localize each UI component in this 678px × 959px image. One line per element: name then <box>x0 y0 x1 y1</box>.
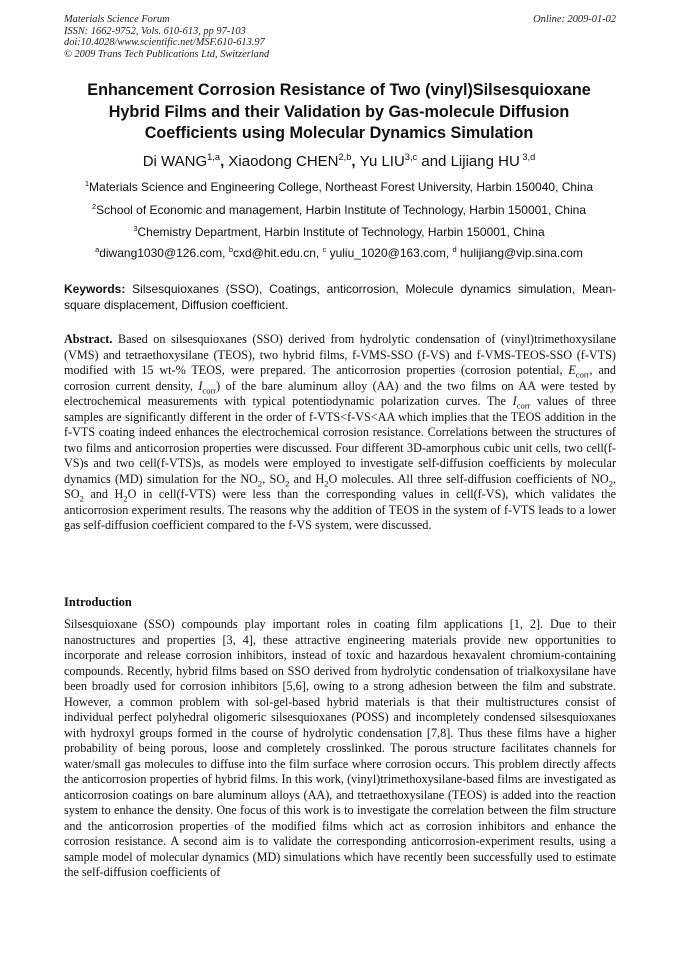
chem-subscript: 2 <box>79 493 84 504</box>
abstract-text: and H <box>83 487 124 501</box>
ecorr-subscript: corr <box>575 369 590 380</box>
chem-subscript: 2 <box>324 477 329 488</box>
email-marker: d <box>452 245 457 254</box>
icorr-subscript: corr <box>202 384 217 395</box>
doi-line: doi:10.4028/www.scientific.net/MSF.610-613.97 <box>64 37 265 49</box>
chem-subscript: 2 <box>285 477 290 488</box>
affiliation-text: School of Economic and management, Harbin Institute of Technology, Harbin 150001, China <box>96 203 586 217</box>
keywords <box>64 282 616 313</box>
author-name: Di WANG <box>142 153 208 170</box>
email-address: yuliu_1020@163.com, <box>326 246 453 260</box>
ecorr-symbol: E <box>568 363 576 377</box>
abstract-text: values of three samples are significantly different in the order of f-VTS<f-VS<AA which implies that the TEOS addition in the f-VTS coating indeed enhances the electrochemical corrosion resistance. Correlations between the structures of two films and anticorrosion properties were discussed. Four different 3D-amorphous cubic unit cells, two cell(f-VS)s and two cell(f-VTS)s, as models were employed to investigate self-diffusion coefficients by molecular dynamics (MD) simulation for the NO <box>64 394 616 486</box>
email-address: hulijiang@vip.sina.com <box>456 246 583 260</box>
abstract-text: O molecules. All three self-diffusion coefficients of NO <box>328 471 609 486</box>
icorr-subscript: corr <box>516 400 531 411</box>
keywords-label: Keywords: <box>64 282 126 296</box>
affiliation-3 <box>40 225 638 239</box>
abstract-text: , and corrosion current density, <box>64 363 616 393</box>
author-name: Lijiang HU <box>450 153 520 170</box>
abstract-text: Based on silsesquioxanes (SSO) derived from hydrolytic condensation of (vinyl)trimethoxysilane (VMS) and tetraethoxysilane (TEOS), two hybrid films, f-VMS-SSO (f-VS) and f-VMS-TEOS-SSO (f-VTS) modified with 15 wt-% TEOS, were prepared. The anticorrosion properties (corrosion potential, <box>64 332 616 377</box>
author-separator: , <box>220 153 229 170</box>
author-superscript: 3,c <box>404 152 418 162</box>
title-line-2: Hybrid Films and their Validation by Gas-molecule Diffusion <box>108 102 570 121</box>
abstract-text: ) of the bare aluminum alloy (AA) and the two films on AA were tested by electrochemical measurements with typical potentiodynamic polarization curves. The <box>64 378 616 408</box>
affiliation-1 <box>40 180 638 194</box>
abstract-text: O in cell(f-VTS) were less than the corresponding values in cell(f-VS), which validates the anticorrosion experiment results. The reasons why the addition of TEOS in the system of f-VTS leads to a lower gas self-diffusion coefficient compared to the f-VS system, were discussed. <box>64 487 616 532</box>
affiliation-text: Chemistry Department, Harbin Institute of Technology, Harbin 150001, China <box>137 225 545 239</box>
author-superscript: 3,d <box>519 152 536 162</box>
affiliation-text: Materials Science and Engineering College, Northeast Forest University, Harbin 150040, China <box>89 180 594 194</box>
journal-name: Materials Science Forum <box>64 14 170 25</box>
affiliation-marker: 2 <box>92 202 97 211</box>
author-list <box>40 153 638 171</box>
abstract-text: , SO <box>64 471 616 501</box>
icorr-symbol: I <box>198 378 203 393</box>
author-superscript: 2,b <box>338 152 352 162</box>
author-separator: and <box>417 153 451 170</box>
affiliation-marker: 1 <box>84 179 90 188</box>
icorr-symbol: I <box>512 394 517 408</box>
issn-line: ISSN: 1662-9752, Vols. 610-613, pp 97-103 <box>64 25 246 37</box>
chem-subscript: 2 <box>608 477 613 488</box>
copyright-line: © 2009 Trans Tech Publications Ltd, Switzerland <box>64 48 270 60</box>
paper-title <box>56 80 622 145</box>
journal-header <box>64 14 616 60</box>
email-marker: c <box>322 245 327 254</box>
chem-subscript: 2 <box>257 477 263 488</box>
abstract-text: and H <box>289 471 325 486</box>
email-address: diwang1030@126.com, <box>99 246 229 260</box>
abstract <box>64 332 616 534</box>
affiliation-marker: 3 <box>133 224 138 233</box>
keywords-text: Silsesquioxanes (SSO), Coatings, anticorrosion, Molecule dynamics simulation, Mean-square displacement, Diffusion coefficient. <box>64 282 616 312</box>
email-address: cxd@hit.edu.cn, <box>232 246 323 260</box>
author-name: Xiaodong CHEN <box>228 153 339 170</box>
chem-subscript: 2 <box>123 493 128 504</box>
email-list <box>40 246 638 260</box>
email-marker: a <box>95 245 100 254</box>
title-line-3: Coefficients using Molecular Dynamics Simulation <box>144 124 534 142</box>
affiliation-2 <box>40 203 638 217</box>
author-separator: , <box>351 153 360 170</box>
author-superscript: 1,a <box>207 152 221 162</box>
introduction-heading: Introduction <box>64 595 132 609</box>
introduction-text: Silsesquioxane (SSO) compounds play important roles in coating film applications [1, 2]. Due to their nanostructures and properties [3, 4], these attractive engineering materials provide new opportunities to incorporate and release corrosion inhibitors, instead of toxic and hazardous hexavalent chromium-containing compounds. Recently, hybrid films based on SSO derived from hydrolytic condensation of trialkoxysilane have been broadly used for corrosion inhibitors [5,6], owing to a strong adhesion between the film and substrate. However, a common problem with sol-gel-based hybrid materials is that their multistructures consist of individual perfect polyhedral oligomeric silsesquioxanes (POSS) and incompletely condensed silsesquioxanes with hydroxyl groups formed in the course of hydrolytic condensation [7,8]. Thus these films have a higher probability of being porous, loose and completely crosslinked. The porous structure facilitates channels for water/small gas molecules to diffuse into the film surface where corrosion occurs. This problem directly affects the anticorrosion properties of hybrid films. In this work, (vinyl)trimethoxysilane-based films are investigated as anticorrosion coatings on bare aluminum alloys (AA), and ttetraethoxysilane (TEOS) is added into the reaction system to enhance the density. One focus of this work is to investigate the correlation between the film structure and the anticorrosion properties of the modified films which act as corrosion inhibitors and enhance the corrosion resistance. A second aim is to validate the corresponding anticorrosion-experiment results, using a sample model of molecular dynamics (MD) simulations which have recently been successfully used to estimate the self-diffusion coefficients of <box>64 617 616 879</box>
online-date: Online: 2009-01-02 <box>533 14 616 25</box>
abstract-text: , SO <box>262 471 286 486</box>
abstract-label: Abstract. <box>64 332 113 346</box>
email-marker: b <box>228 245 233 254</box>
title-line-1: Enhancement Corrosion Resistance of Two (vinyl)Silsesquioxane <box>87 81 591 99</box>
author-name: Yu LIU <box>359 153 405 170</box>
